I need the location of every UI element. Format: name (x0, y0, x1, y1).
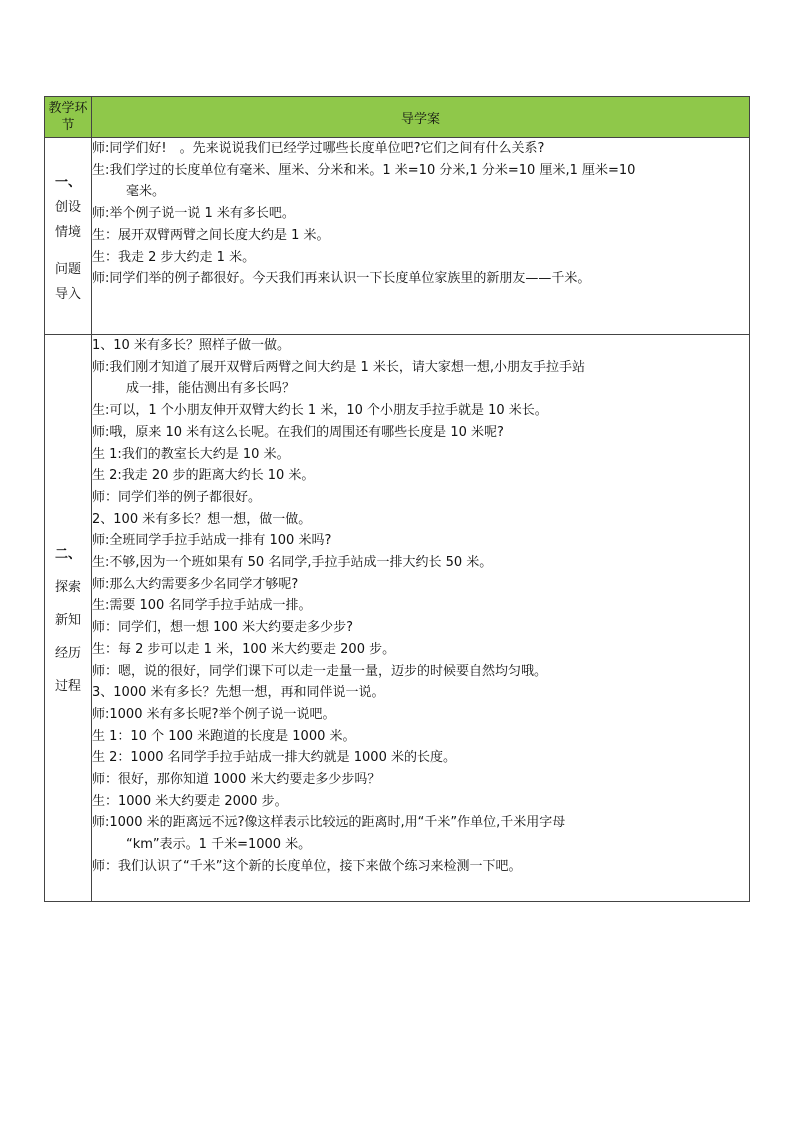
dialogue-line: 生 1：10 个 100 米跑道的长度是 1000 米。 (92, 728, 356, 744)
dialogue-line: 生：1000 米大约要走 2000 步。 (92, 793, 288, 809)
dialogue-line: 师:同学们好! 。先来说说我们已经学过哪些长度单位吧?它们之间有什么关系? (92, 141, 545, 156)
stage-number: 一、 (54, 174, 81, 190)
section-row-1 (45, 138, 750, 335)
dialogue-line: 1、10 米有多长？照样子做一做。 (92, 338, 290, 353)
dialogue-line: 生 1:我们的教室长大约是 10 米。 (92, 446, 290, 462)
dialogue-line: 生:可以，1 个小朋友伸开双臂大约长 1 米，10 个小朋友手拉手就是 10 米长。 (92, 403, 548, 419)
section-row-2 (45, 335, 750, 902)
stage-label-1 (45, 171, 91, 302)
dialogue-line: 生 2:我走 20 步的距离大约长 10 米。 (92, 468, 315, 484)
dialogue-line: 师:1000 米的距离远不远?像这样表示比较远的距离时,用“千米”作单位,千米用字母 (92, 815, 566, 831)
stage-word: 情境 (54, 224, 81, 240)
stage-word: 探索 (54, 579, 81, 595)
dialogue-line: 生:我们学过的长度单位有毫米、厘米、分米和米。1 米=10 分米,1 分米=10 厘米,1 厘米=10 (92, 162, 636, 178)
stage-word: 经历 (54, 645, 81, 661)
table-header-row (45, 97, 750, 138)
dialogue-line: 师：很好，那你知道 1000 米大约要走多少步吗？ (92, 772, 381, 788)
guide-column-header (92, 97, 750, 138)
stage-header-label: 教学环节 (48, 101, 88, 133)
content-cell-1 (92, 138, 750, 335)
stage-cell-2 (45, 335, 92, 902)
dialogue-line: 3、1000 米有多长？先想一想，再和同伴说一说。 (92, 685, 385, 701)
dialogue-line: 成一排，能估测出有多长吗？ (126, 381, 296, 397)
dialogue-line: 师：嗯，说的很好，同学们课下可以走一走量一量，迈步的时候要自然均匀哦。 (92, 663, 548, 679)
dialogue-line: 师：同学们，想一想 100 米大约要走多少步? (92, 620, 353, 636)
stage-word: 创设 (54, 199, 81, 215)
dialogue-line: 生：展开双臂两臂之间长度大约是 1 米。 (92, 227, 330, 243)
dialogue-line: 师:1000 米有多长呢?举个例子说一说吧。 (92, 706, 336, 722)
dialogue-line: 师:举个例子说一说 1 米有多长吧。 (92, 206, 295, 222)
dialogue-line: 生：每 2 步可以走 1 米，100 米大约要走 200 步。 (92, 641, 396, 657)
stage-word: 问题 (54, 261, 81, 277)
content-cell-2 (92, 335, 750, 902)
stage-cell-1 (45, 138, 92, 335)
dialogue-line: 师:那么大约需要多少名同学才够呢? (92, 576, 299, 592)
stage-word: 过程 (54, 678, 81, 694)
dialogue-line: 师:同学们举的例子都很好。今天我们再来认识一下长度单位家族里的新朋友——千米。 (92, 271, 591, 287)
dialogue-line: 毫米。 (126, 184, 166, 200)
lesson-plan-table (44, 96, 750, 902)
dialogue-line: 师:全班同学手拉手站成一排有 100 米吗? (92, 533, 332, 549)
stage-word: 新知 (54, 612, 81, 628)
dialogue-line: 师:哦，原来 10 米有这么长呢。在我们的周围还有哪些长度是 10 米呢? (92, 424, 504, 440)
stage-column-header (45, 97, 92, 138)
stage-number: 二、 (54, 546, 81, 562)
dialogue-line: 生 2：1000 名同学手拉手站成一排大约就是 1000 米的长度。 (92, 750, 456, 766)
dialogue-line: 师：同学们举的例子都很好。 (92, 489, 262, 505)
dialogue-line: 生：我走 2 步大约走 1 米。 (92, 249, 256, 265)
dialogue-line: 师:我们刚才知道了展开双臂后两臂之间大约是 1 米长，请大家想一想,小朋友手拉手站 (92, 359, 586, 375)
guide-header-title: 导学案 (400, 111, 440, 127)
stage-label-2 (45, 543, 91, 694)
dialogue-line: “km”表示。1 千米=1000 米。 (126, 837, 312, 853)
dialogue-line: 生:需要 100 名同学手拉手站成一排。 (92, 598, 312, 614)
dialogue-line: 2、100 米有多长？想一想，做一做。 (92, 511, 312, 527)
dialogue-line: 生:不够,因为一个班如果有 50 名同学,手拉手站成一排大约长 50 米。 (92, 555, 493, 571)
stage-word: 导入 (54, 286, 81, 302)
dialogue-line: 师：我们认识了“千米”这个新的长度单位，接下来做个练习来检测一下吧。 (92, 858, 522, 874)
